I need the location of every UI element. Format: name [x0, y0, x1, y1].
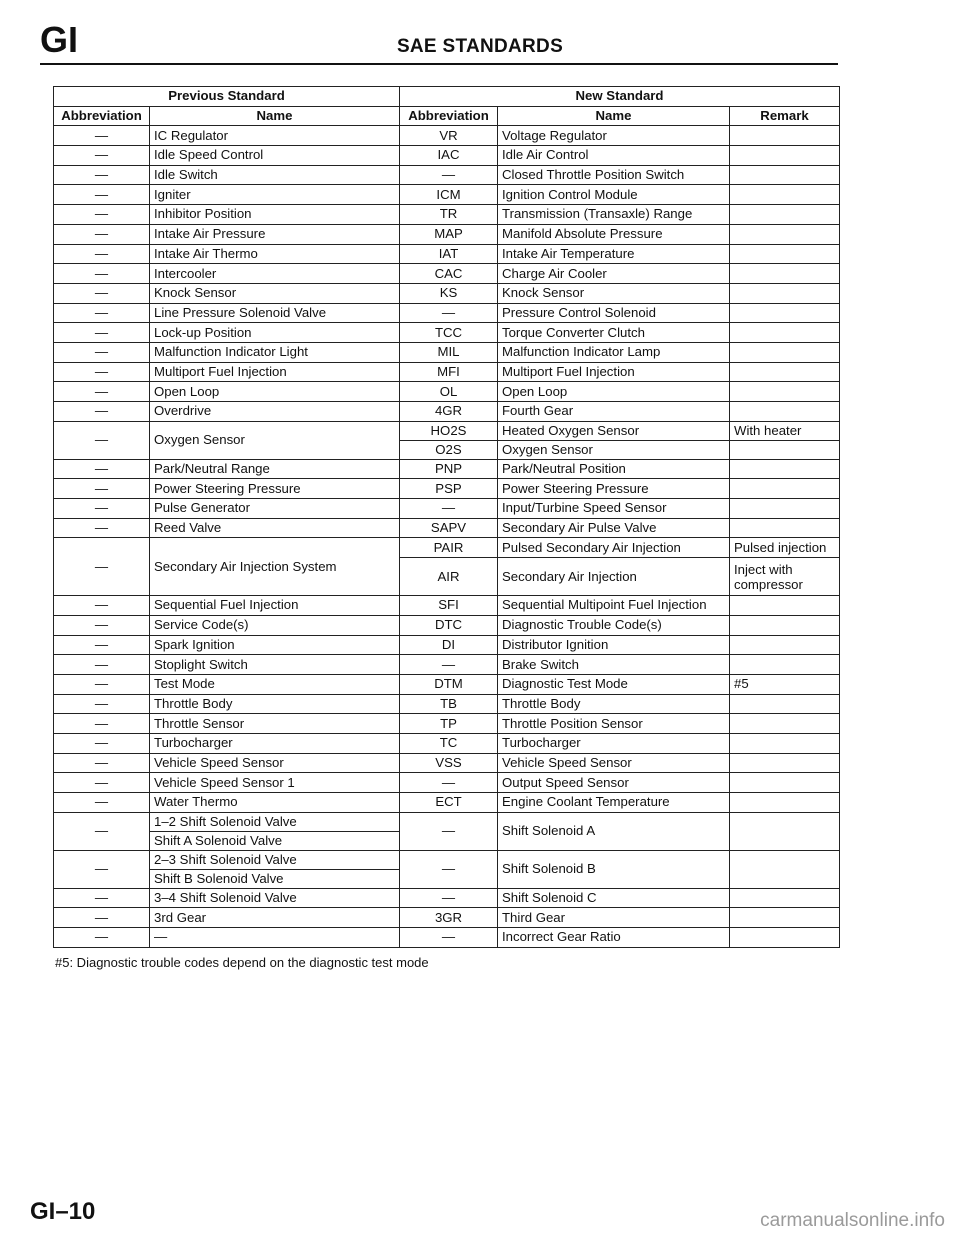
column-header-prev-abbreviation: Abbreviation: [54, 106, 150, 126]
new-name-cell: Shift Solenoid A: [498, 812, 730, 850]
new-name-cell: Manifold Absolute Pressure: [498, 224, 730, 244]
new-abbreviation-cell: —: [400, 773, 498, 793]
prev-abbreviation-cell: —: [54, 928, 150, 948]
new-name-cell: Open Loop: [498, 382, 730, 402]
group-header-row: [54, 87, 840, 107]
new-name-cell: Voltage Regulator: [498, 126, 730, 146]
watermark: carmanualsonline.info: [760, 1210, 945, 1231]
prev-abbreviation-cell: —: [54, 146, 150, 166]
prev-name-cell: Shift B Solenoid Valve: [150, 869, 400, 888]
table-row: [54, 850, 840, 869]
table-row: [54, 126, 840, 146]
prev-name-cell: Service Code(s): [150, 615, 400, 635]
remark-cell: [730, 402, 840, 422]
new-abbreviation-cell: —: [400, 928, 498, 948]
prev-abbreviation-cell: —: [54, 499, 150, 519]
new-name-cell: Shift Solenoid B: [498, 850, 730, 888]
table-row: [54, 499, 840, 519]
remark-cell: [730, 382, 840, 402]
table-row: [54, 674, 840, 694]
prev-name-cell: Idle Switch: [150, 165, 400, 185]
new-name-cell: Pulsed Secondary Air Injection: [498, 538, 730, 558]
remark-cell: [730, 615, 840, 635]
prev-name-cell: Oxygen Sensor: [150, 421, 400, 459]
table-row: [54, 205, 840, 225]
new-abbreviation-cell: TB: [400, 694, 498, 714]
table-row: [54, 753, 840, 773]
new-abbreviation-cell: CAC: [400, 264, 498, 284]
remark-cell: [730, 733, 840, 753]
new-abbreviation-cell: —: [400, 165, 498, 185]
prev-abbreviation-cell: —: [54, 694, 150, 714]
new-abbreviation-cell: OL: [400, 382, 498, 402]
new-abbreviation-cell: DTM: [400, 674, 498, 694]
remark-cell: [730, 459, 840, 479]
prev-name-cell: Spark Ignition: [150, 635, 400, 655]
prev-abbreviation-cell: —: [54, 479, 150, 499]
table-row: [54, 283, 840, 303]
table-row: [54, 421, 840, 440]
prev-name-cell: Reed Valve: [150, 518, 400, 538]
table-row: [54, 793, 840, 813]
new-abbreviation-cell: KS: [400, 283, 498, 303]
new-name-cell: Secondary Air Injection: [498, 558, 730, 596]
new-name-cell: Incorrect Gear Ratio: [498, 928, 730, 948]
table-row: [54, 928, 840, 948]
table-row: [54, 479, 840, 499]
new-name-cell: Charge Air Cooler: [498, 264, 730, 284]
new-name-cell: Shift Solenoid C: [498, 888, 730, 908]
table-row: [54, 518, 840, 538]
prev-name-cell: Water Thermo: [150, 793, 400, 813]
prev-name-cell: Stoplight Switch: [150, 655, 400, 675]
new-abbreviation-cell: —: [400, 499, 498, 519]
new-name-cell: Oxygen Sensor: [498, 440, 730, 459]
table-row: [54, 812, 840, 831]
table-row: [54, 146, 840, 166]
new-name-cell: Vehicle Speed Sensor: [498, 753, 730, 773]
table-row: [54, 382, 840, 402]
remark-cell: [730, 635, 840, 655]
prev-name-cell: IC Regulator: [150, 126, 400, 146]
table-row: [54, 323, 840, 343]
prev-abbreviation-cell: —: [54, 283, 150, 303]
new-name-cell: Malfunction Indicator Lamp: [498, 342, 730, 362]
new-abbreviation-cell: PNP: [400, 459, 498, 479]
prev-name-cell: Intake Air Pressure: [150, 224, 400, 244]
prev-name-cell: Inhibitor Position: [150, 205, 400, 225]
remark-cell: [730, 753, 840, 773]
remark-cell: [730, 850, 840, 888]
new-name-cell: Secondary Air Pulse Valve: [498, 518, 730, 538]
prev-name-cell: 3rd Gear: [150, 908, 400, 928]
table-row: [54, 908, 840, 928]
remark-cell: [730, 146, 840, 166]
prev-name-cell: Secondary Air Injection System: [150, 538, 400, 596]
new-abbreviation-cell: AIR: [400, 558, 498, 596]
prev-abbreviation-cell: —: [54, 793, 150, 813]
prev-abbreviation-cell: —: [54, 733, 150, 753]
prev-abbreviation-cell: —: [54, 224, 150, 244]
prev-abbreviation-cell: —: [54, 538, 150, 596]
remark-cell: With heater: [730, 421, 840, 440]
new-abbreviation-cell: IAC: [400, 146, 498, 166]
new-name-cell: Turbocharger: [498, 733, 730, 753]
prev-name-cell: 3–4 Shift Solenoid Valve: [150, 888, 400, 908]
remark-cell: [730, 205, 840, 225]
prev-abbreviation-cell: —: [54, 382, 150, 402]
new-name-cell: Brake Switch: [498, 655, 730, 675]
remark-cell: [730, 928, 840, 948]
new-abbreviation-cell: SFI: [400, 596, 498, 616]
table-row: [54, 402, 840, 422]
table-row: [54, 224, 840, 244]
new-name-cell: Input/Turbine Speed Sensor: [498, 499, 730, 519]
new-abbreviation-cell: 3GR: [400, 908, 498, 928]
column-header-row: [54, 106, 840, 126]
new-name-cell: Throttle Body: [498, 694, 730, 714]
prev-name-cell: —: [150, 928, 400, 948]
sae-standards-table: [53, 86, 840, 948]
table-row: [54, 303, 840, 323]
new-name-cell: Third Gear: [498, 908, 730, 928]
table-row: [54, 733, 840, 753]
new-name-cell: Idle Air Control: [498, 146, 730, 166]
remark-cell: [730, 342, 840, 362]
table-row: [54, 888, 840, 908]
prev-name-cell: Vehicle Speed Sensor: [150, 753, 400, 773]
table-row: [54, 596, 840, 616]
prev-abbreviation-cell: —: [54, 362, 150, 382]
new-abbreviation-cell: —: [400, 850, 498, 888]
new-name-cell: Diagnostic Test Mode: [498, 674, 730, 694]
new-abbreviation-cell: 4GR: [400, 402, 498, 422]
prev-name-cell: Lock-up Position: [150, 323, 400, 343]
prev-name-cell: Multiport Fuel Injection: [150, 362, 400, 382]
table-row: [54, 362, 840, 382]
new-name-cell: Power Steering Pressure: [498, 479, 730, 499]
page-title: SAE STANDARDS: [396, 36, 564, 57]
group-new-standard: New Standard: [400, 87, 840, 107]
prev-abbreviation-cell: —: [54, 323, 150, 343]
remark-cell: [730, 185, 840, 205]
new-name-cell: Torque Converter Clutch: [498, 323, 730, 343]
new-abbreviation-cell: MAP: [400, 224, 498, 244]
remark-cell: [730, 812, 840, 850]
table-row: [54, 165, 840, 185]
new-abbreviation-cell: HO2S: [400, 421, 498, 440]
prev-name-cell: Power Steering Pressure: [150, 479, 400, 499]
remark-cell: [730, 440, 840, 459]
prev-name-cell: Knock Sensor: [150, 283, 400, 303]
remark-cell: [730, 283, 840, 303]
column-header-new-name: Name: [498, 106, 730, 126]
new-abbreviation-cell: ICM: [400, 185, 498, 205]
prev-abbreviation-cell: —: [54, 596, 150, 616]
new-name-cell: Pressure Control Solenoid: [498, 303, 730, 323]
remark-cell: [730, 244, 840, 264]
table-row: [54, 342, 840, 362]
prev-name-cell: Intake Air Thermo: [150, 244, 400, 264]
new-name-cell: Ignition Control Module: [498, 185, 730, 205]
remark-cell: [730, 773, 840, 793]
prev-abbreviation-cell: —: [54, 264, 150, 284]
new-name-cell: Transmission (Transaxle) Range: [498, 205, 730, 225]
prev-abbreviation-cell: —: [54, 635, 150, 655]
new-name-cell: Multiport Fuel Injection: [498, 362, 730, 382]
new-name-cell: Park/Neutral Position: [498, 459, 730, 479]
new-abbreviation-cell: DI: [400, 635, 498, 655]
new-abbreviation-cell: ECT: [400, 793, 498, 813]
new-abbreviation-cell: TC: [400, 733, 498, 753]
table-row: [54, 714, 840, 734]
column-header-remark: Remark: [730, 106, 840, 126]
new-abbreviation-cell: SAPV: [400, 518, 498, 538]
prev-name-cell: Igniter: [150, 185, 400, 205]
prev-abbreviation-cell: —: [54, 714, 150, 734]
remark-cell: #5: [730, 674, 840, 694]
prev-name-cell: Idle Speed Control: [150, 146, 400, 166]
new-abbreviation-cell: TCC: [400, 323, 498, 343]
remark-cell: [730, 126, 840, 146]
remark-cell: [730, 362, 840, 382]
table-row: [54, 655, 840, 675]
header-rule: [40, 63, 838, 65]
new-name-cell: Output Speed Sensor: [498, 773, 730, 793]
prev-abbreviation-cell: —: [54, 655, 150, 675]
prev-name-cell: Throttle Body: [150, 694, 400, 714]
table-row: [54, 264, 840, 284]
new-name-cell: Diagnostic Trouble Code(s): [498, 615, 730, 635]
prev-name-cell: Intercooler: [150, 264, 400, 284]
new-abbreviation-cell: MFI: [400, 362, 498, 382]
group-previous-standard: Previous Standard: [54, 87, 400, 107]
prev-name-cell: Open Loop: [150, 382, 400, 402]
new-abbreviation-cell: VR: [400, 126, 498, 146]
remark-cell: [730, 303, 840, 323]
new-abbreviation-cell: TP: [400, 714, 498, 734]
prev-abbreviation-cell: —: [54, 908, 150, 928]
remark-cell: [730, 518, 840, 538]
prev-name-cell: Vehicle Speed Sensor 1: [150, 773, 400, 793]
prev-abbreviation-cell: —: [54, 165, 150, 185]
new-abbreviation-cell: —: [400, 655, 498, 675]
prev-abbreviation-cell: —: [54, 126, 150, 146]
prev-name-cell: Pulse Generator: [150, 499, 400, 519]
prev-name-cell: Park/Neutral Range: [150, 459, 400, 479]
prev-name-cell: 1–2 Shift Solenoid Valve: [150, 812, 400, 831]
prev-name-cell: Throttle Sensor: [150, 714, 400, 734]
section-code: GI: [40, 19, 79, 60]
prev-name-cell: Overdrive: [150, 402, 400, 422]
table-row: [54, 244, 840, 264]
prev-name-cell: Shift A Solenoid Valve: [150, 831, 400, 850]
new-abbreviation-cell: —: [400, 303, 498, 323]
remark-cell: [730, 655, 840, 675]
remark-cell: [730, 224, 840, 244]
table-row: [54, 694, 840, 714]
new-abbreviation-cell: —: [400, 888, 498, 908]
prev-abbreviation-cell: —: [54, 185, 150, 205]
prev-name-cell: Test Mode: [150, 674, 400, 694]
prev-abbreviation-cell: —: [54, 850, 150, 888]
table-row: [54, 459, 840, 479]
new-abbreviation-cell: VSS: [400, 753, 498, 773]
remark-cell: [730, 714, 840, 734]
page-number: GI–10: [30, 1198, 96, 1225]
new-name-cell: Fourth Gear: [498, 402, 730, 422]
table-row: [54, 185, 840, 205]
remark-cell: [730, 499, 840, 519]
prev-abbreviation-cell: —: [54, 342, 150, 362]
new-abbreviation-cell: PAIR: [400, 538, 498, 558]
remark-cell: [730, 165, 840, 185]
prev-abbreviation-cell: —: [54, 888, 150, 908]
prev-abbreviation-cell: —: [54, 244, 150, 264]
new-name-cell: Closed Throttle Position Switch: [498, 165, 730, 185]
prev-abbreviation-cell: —: [54, 205, 150, 225]
prev-abbreviation-cell: —: [54, 773, 150, 793]
prev-name-cell: 2–3 Shift Solenoid Valve: [150, 850, 400, 869]
prev-abbreviation-cell: —: [54, 402, 150, 422]
table-row: [54, 773, 840, 793]
remark-cell: [730, 596, 840, 616]
remark-cell: [730, 793, 840, 813]
prev-abbreviation-cell: —: [54, 303, 150, 323]
prev-name-cell: Malfunction Indicator Light: [150, 342, 400, 362]
prev-name-cell: Line Pressure Solenoid Valve: [150, 303, 400, 323]
remark-cell: Pulsed injection: [730, 538, 840, 558]
table-row: [54, 635, 840, 655]
new-abbreviation-cell: IAT: [400, 244, 498, 264]
new-abbreviation-cell: DTC: [400, 615, 498, 635]
new-name-cell: Sequential Multipoint Fuel Injection: [498, 596, 730, 616]
table-row: [54, 538, 840, 558]
prev-abbreviation-cell: —: [54, 812, 150, 850]
remark-cell: Inject with compressor: [730, 558, 840, 596]
new-abbreviation-cell: PSP: [400, 479, 498, 499]
prev-abbreviation-cell: —: [54, 421, 150, 459]
new-abbreviation-cell: MIL: [400, 342, 498, 362]
new-abbreviation-cell: —: [400, 812, 498, 850]
new-name-cell: Engine Coolant Temperature: [498, 793, 730, 813]
remark-cell: [730, 323, 840, 343]
remark-cell: [730, 908, 840, 928]
new-name-cell: Intake Air Temperature: [498, 244, 730, 264]
new-abbreviation-cell: TR: [400, 205, 498, 225]
prev-name-cell: Sequential Fuel Injection: [150, 596, 400, 616]
column-header-prev-name: Name: [150, 106, 400, 126]
remark-cell: [730, 479, 840, 499]
new-name-cell: Distributor Ignition: [498, 635, 730, 655]
column-header-new-abbreviation: Abbreviation: [400, 106, 498, 126]
prev-abbreviation-cell: —: [54, 674, 150, 694]
new-name-cell: Heated Oxygen Sensor: [498, 421, 730, 440]
prev-abbreviation-cell: —: [54, 753, 150, 773]
prev-abbreviation-cell: —: [54, 615, 150, 635]
remark-cell: [730, 264, 840, 284]
prev-name-cell: Turbocharger: [150, 733, 400, 753]
prev-abbreviation-cell: —: [54, 518, 150, 538]
new-name-cell: Knock Sensor: [498, 283, 730, 303]
prev-abbreviation-cell: —: [54, 459, 150, 479]
remark-cell: [730, 888, 840, 908]
footnote: #5: Diagnostic trouble codes depend on the diagnostic test mode: [55, 955, 429, 970]
table-row: [54, 615, 840, 635]
new-abbreviation-cell: O2S: [400, 440, 498, 459]
new-name-cell: Throttle Position Sensor: [498, 714, 730, 734]
remark-cell: [730, 694, 840, 714]
